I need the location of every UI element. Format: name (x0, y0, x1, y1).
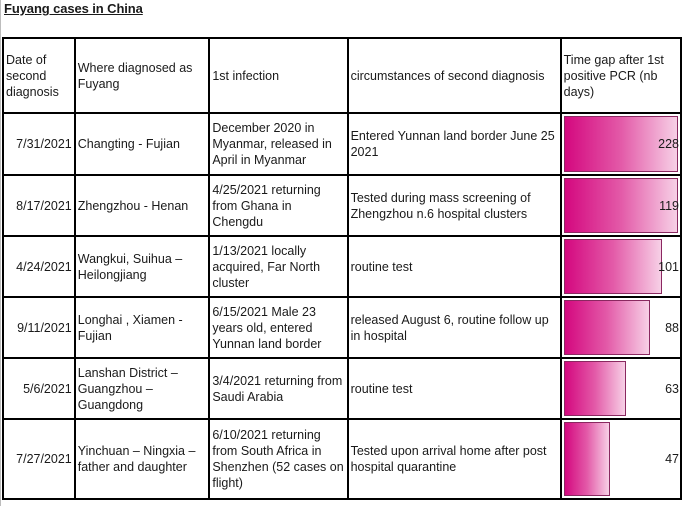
cell-where[interactable]: Longhai , Xiamen - Fujian (75, 297, 210, 358)
cell-time-gap[interactable] (561, 113, 681, 175)
cell-where[interactable]: Changting - Fujian (75, 113, 210, 175)
cell-date[interactable]: 5/6/2021 (3, 358, 75, 419)
cell-first-infection[interactable]: 3/4/2021 returning from Saudi Arabia (209, 358, 347, 419)
time-gap-value: 119 (659, 198, 679, 213)
cell-where[interactable]: Lanshan District – Guangzhou – Guangdong (75, 358, 210, 419)
cell-date[interactable]: 7/31/2021 (3, 113, 75, 175)
table-row (3, 113, 681, 175)
time-gap-value: 101 (658, 259, 679, 274)
cell-first-infection[interactable]: 6/15/2021 Male 23 years old, entered Yunnan land border (209, 297, 347, 358)
cell-circumstances[interactable]: Tested during mass screening of Zhengzhou n.6 hospital clusters (348, 175, 561, 236)
data-bar (564, 239, 662, 294)
header-where[interactable]: Where diagnosed as Fuyang (75, 38, 210, 113)
cell-circumstances[interactable]: released August 6, routine follow up in hospital (348, 297, 561, 358)
cell-time-gap[interactable] (561, 297, 681, 358)
cell-date[interactable]: 9/11/2021 (3, 297, 75, 358)
cell-first-infection[interactable]: December 2020 in Myanmar, released in April in Myanmar (209, 113, 347, 175)
fuyang-cases-table (2, 37, 682, 500)
cell-where[interactable]: Yinchuan – Ningxia – father and daughter (75, 419, 210, 499)
cell-date[interactable]: 8/17/2021 (3, 175, 75, 236)
header-date[interactable]: Date of second diagnosis (3, 38, 75, 113)
cell-where[interactable]: Zhengzhou - Henan (75, 175, 210, 236)
cell-time-gap[interactable] (561, 175, 681, 236)
table-row (3, 175, 681, 236)
header-row (3, 38, 681, 113)
cell-time-gap[interactable] (561, 419, 681, 499)
data-bar (564, 300, 650, 355)
cell-time-gap[interactable] (561, 358, 681, 419)
data-bar (564, 422, 610, 496)
cell-date[interactable]: 4/24/2021 (3, 236, 75, 297)
time-gap-value: 228 (658, 137, 679, 151)
cell-circumstances[interactable]: Tested upon arrival home after post hospital quarantine (348, 419, 561, 499)
header-time-gap[interactable] (561, 38, 681, 113)
cell-circumstances[interactable]: routine test (348, 236, 561, 297)
header-circumstances[interactable]: circumstances of second diagnosis (348, 38, 561, 113)
table-row (3, 358, 681, 419)
table-row (3, 297, 681, 358)
header-first-infection[interactable]: 1st infection (209, 38, 347, 113)
time-gap-value: 47 (665, 452, 679, 466)
cell-date[interactable]: 7/27/2021 (3, 419, 75, 499)
time-gap-value: 63 (665, 381, 679, 396)
page-title: Fuyang cases in China (4, 1, 143, 16)
data-bar (564, 361, 626, 416)
cell-circumstances[interactable]: Entered Yunnan land border June 25 2021 (348, 113, 561, 175)
sheet-left-gridline (0, 0, 1, 506)
cell-first-infection[interactable]: 1/13/2021 locally acquired, Far North cluster (209, 236, 347, 297)
table-row (3, 419, 681, 499)
cell-where[interactable]: Wangkui, Suihua – Heilongjiang (75, 236, 210, 297)
header-time-gap-label: Time gap after 1st positive PCR (nb days) (563, 52, 664, 99)
table-row (3, 236, 681, 297)
cell-first-infection[interactable]: 4/25/2021 returning from Ghana in Chengdu (209, 175, 347, 236)
cell-time-gap[interactable] (561, 236, 681, 297)
cell-circumstances[interactable]: routine test (348, 358, 561, 419)
time-gap-value: 88 (665, 320, 679, 335)
cell-first-infection[interactable]: 6/10/2021 returning from South Africa in Shenzhen (52 cases on flight) (209, 419, 347, 499)
